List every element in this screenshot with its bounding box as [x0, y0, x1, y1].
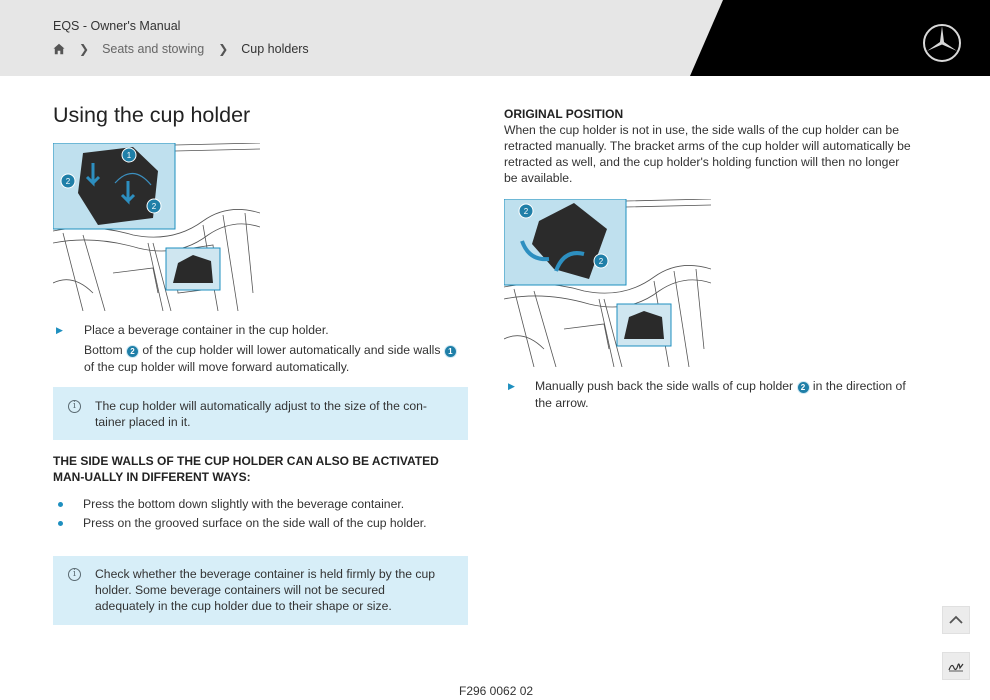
step-result-part-b: of the cup holder will lower automatically and side walls: [142, 343, 441, 357]
manual-title: EQS - Owner's Manual: [53, 19, 181, 33]
breadcrumb-current: Cup holders: [241, 42, 309, 56]
step-result: [84, 342, 464, 375]
svg-text:2: 2: [65, 177, 71, 186]
svg-text:2: 2: [598, 257, 604, 266]
info-icon: i: [68, 400, 81, 413]
step-push-back-part-b: in the direction of the arrow.: [535, 379, 906, 410]
breadcrumb: [53, 42, 309, 56]
figure-reference-id: F296 0062 02: [459, 684, 534, 698]
cup-holder-retract-illustration: [504, 199, 711, 367]
step-arrow-icon: ▶: [56, 325, 63, 335]
way-press-bottom: Press the bottom down slightly with the beverage container.: [83, 497, 405, 511]
step-push-back: [535, 378, 915, 411]
info-icon: i: [68, 568, 81, 581]
cup-holder-illustration: [53, 143, 260, 311]
original-position-heading: ORIGINAL POSITION: [504, 107, 624, 121]
chevron-up-icon: [943, 607, 969, 633]
bullet-dot: [58, 502, 63, 507]
mercedes-star-logo[interactable]: [922, 23, 962, 63]
breadcrumb-seats-and-stowing[interactable]: Seats and stowing: [102, 42, 205, 56]
step-arrow-icon: ▶: [508, 381, 515, 391]
chevron-right-icon: ❯: [218, 42, 229, 56]
marker-1: 1: [444, 345, 457, 358]
bullet-dot: [58, 521, 63, 526]
signature-icon: [943, 653, 969, 679]
page-title: Using the cup holder: [53, 103, 251, 127]
manual-activation-heading: THE SIDE WALLS OF THE CUP HOLDER CAN ALSO BE ACTIVATED MAN-UALLY IN DIFFERENT WAYS:: [53, 454, 439, 484]
marker-2: 2: [126, 345, 139, 358]
info-box-check-container: [53, 556, 468, 625]
chevron-right-icon: ❯: [79, 42, 90, 56]
svg-text:2: 2: [151, 202, 157, 211]
svg-text:2: 2: [523, 207, 529, 216]
info-box-auto-adjust: [53, 387, 468, 440]
step-push-back-part-a: Manually push back the side walls of cup holder: [535, 379, 794, 393]
original-position-paragraph: When the cup holder is not in use, the side walls of the cup holder can be retracted manually. The bracket arms of the cup holder will automatically be retracted as well, and the cup holder's holding function will then no longer be available.: [504, 123, 911, 185]
svg-text:1: 1: [126, 151, 132, 160]
home-icon[interactable]: [53, 43, 65, 55]
step-place-container: Place a beverage container in the cup holder.: [84, 323, 329, 337]
step-result-part-a: Bottom: [84, 343, 123, 357]
way-press-grooved-surface: Press on the grooved surface on the side wall of the cup holder.: [83, 516, 427, 530]
info-text-check-container: Check whether the beverage container is held firmly by the cup holder. Some beverage containers will not be secured adequately in the cup holder due to their shape or size.: [95, 567, 436, 613]
figure-button[interactable]: [942, 652, 970, 680]
marker-2: 2: [797, 381, 810, 394]
info-text-auto-adjust: The cup holder will automatically adjust to the size of the con-tainer placed in it.: [95, 399, 427, 429]
step-result-part-c: of the cup holder will move forward automatically.: [84, 359, 350, 374]
scroll-to-top-button[interactable]: [942, 606, 970, 634]
